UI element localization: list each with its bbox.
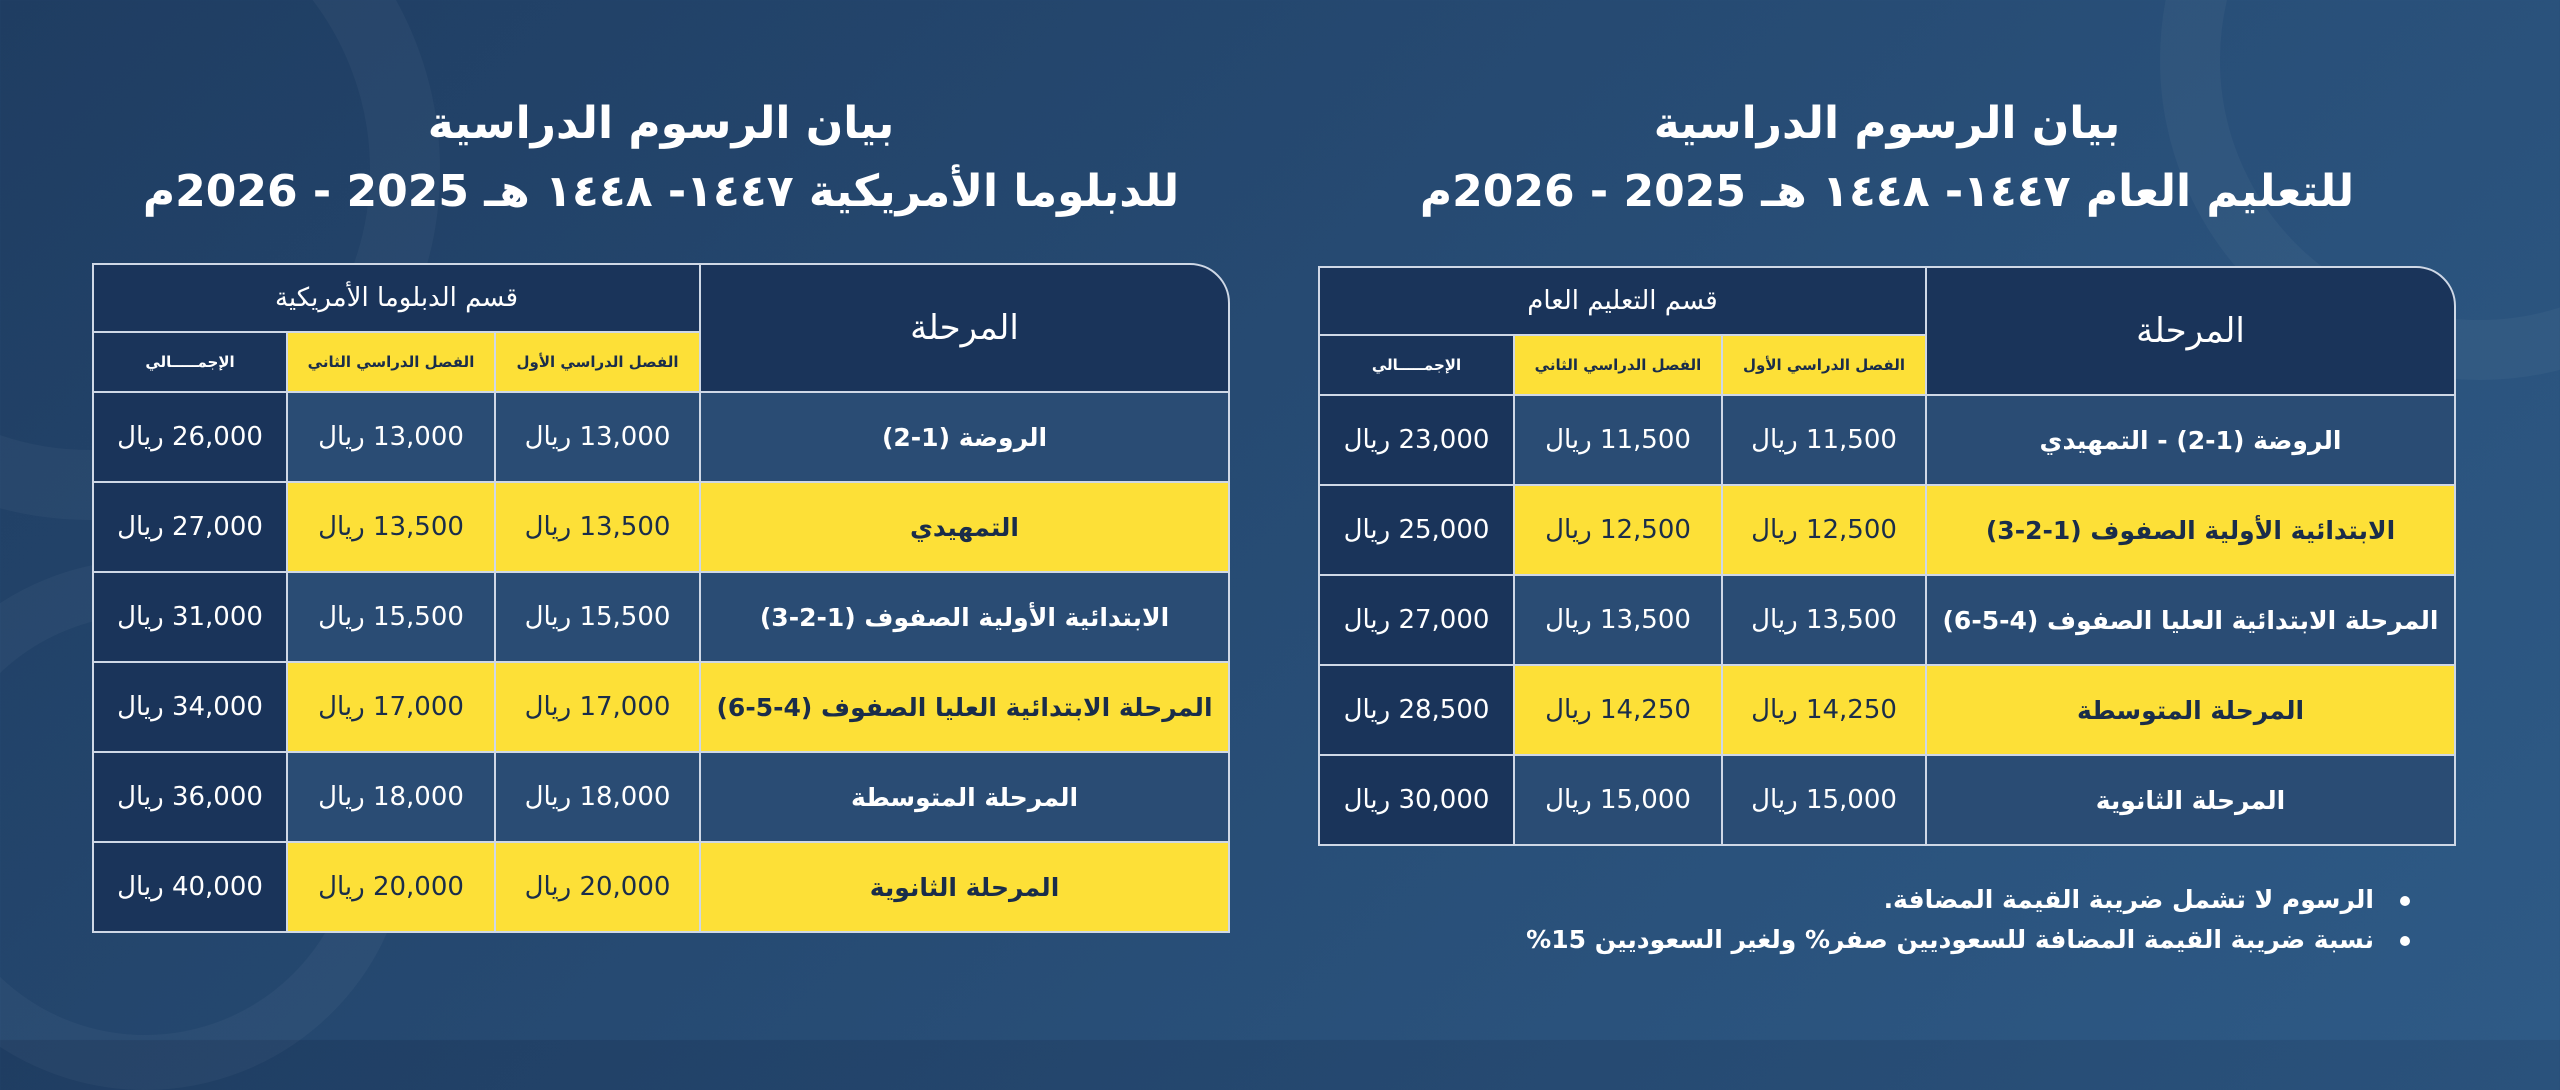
table-row [92,393,1230,483]
american-title-line1: بيان الرسوم الدراسية [427,98,895,149]
table-row [92,483,1230,573]
semester1-fee: 12,500 ريال [1721,486,1925,576]
general-title [1318,90,2456,226]
semester2-fee: 11,500 ريال [1513,396,1721,486]
total-fee: 28,500 ريال [1318,666,1513,756]
general-title-line1: بيان الرسوم الدراسية [1653,98,2121,149]
american-fees-table [92,263,1230,933]
stage-column-header: المرحلة [699,263,1230,393]
semester2-fee: 20,000 ريال [286,843,494,933]
total-fee: 34,000 ريال [92,663,286,753]
semester2-fee: 12,500 ريال [1513,486,1721,576]
semester1-fee: 18,000 ريال [494,753,699,843]
total-header: الإجمـــــالي [1318,336,1513,396]
total-fee: 27,000 ريال [92,483,286,573]
total-fee: 40,000 ريال [92,843,286,933]
semester2-fee: 14,250 ريال [1513,666,1721,756]
stage-cell: المرحلة الابتدائية العليا الصفوف (4-5-6) [699,663,1230,753]
american-title [92,90,1230,226]
total-fee: 26,000 ريال [92,393,286,483]
total-fee: 23,000 ريال [1318,396,1513,486]
american-title-line2: للدبلوما الأمريكية ١٤٤٧- ١٤٤٨ هـ 2025 - 2026م [142,166,1180,217]
stage-cell: الروضة (1-2) [699,393,1230,483]
semester1-header: الفصل الدراسي الأول [494,333,699,393]
table-row [1318,486,2456,576]
semester2-fee: 13,500 ريال [286,483,494,573]
total-fee: 25,000 ريال [1318,486,1513,576]
table-row [1318,666,2456,756]
department-header: قسم التعليم العام [1318,266,1925,336]
stage-cell: المرحلة المتوسطة [1925,666,2456,756]
stage-column-header: المرحلة [1925,266,2456,396]
total-fee: 30,000 ريال [1318,756,1513,846]
stage-cell: المرحلة الابتدائية العليا الصفوف (4-5-6) [1925,576,2456,666]
semester1-header: الفصل الدراسي الأول [1721,336,1925,396]
stage-cell: الروضة (1-2) - التمهيدي [1925,396,2456,486]
stage-cell: المرحلة الثانوية [699,843,1230,933]
semester1-fee: 15,500 ريال [494,573,699,663]
table-row [92,663,1230,753]
semester2-header: الفصل الدراسي الثاني [1513,336,1721,396]
semester2-fee: 15,000 ريال [1513,756,1721,846]
stage-cell: التمهيدي [699,483,1230,573]
semester2-header: الفصل الدراسي الثاني [286,333,494,393]
semester2-fee: 18,000 ريال [286,753,494,843]
table-row [92,843,1230,933]
stage-cell: المرحلة الثانوية [1925,756,2456,846]
semester1-fee: 14,250 ريال [1721,666,1925,756]
semester2-fee: 13,000 ريال [286,393,494,483]
semester2-fee: 17,000 ريال [286,663,494,753]
semester1-fee: 20,000 ريال [494,843,699,933]
total-fee: 31,000 ريال [92,573,286,663]
total-fee: 27,000 ريال [1318,576,1513,666]
stage-cell: الابتدائية الأولية الصفوف (1-2-3) [699,573,1230,663]
table-row [92,753,1230,843]
notes-list [1318,880,2418,960]
semester1-fee: 11,500 ريال [1721,396,1925,486]
table-row [1318,756,2456,846]
department-header: قسم الدبلوما الأمريكية [92,263,699,333]
semester1-fee: 13,500 ريال [1721,576,1925,666]
general-title-line2: للتعليم العام ١٤٤٧- ١٤٤٨ هـ 2025 - 2026م [1419,166,2355,217]
stage-cell: الابتدائية الأولية الصفوف (1-2-3) [1925,486,2456,576]
semester1-fee: 17,000 ريال [494,663,699,753]
semester2-fee: 15,500 ريال [286,573,494,663]
semester1-fee: 15,000 ريال [1721,756,1925,846]
total-header: الإجمـــــالي [92,333,286,393]
table-row [92,573,1230,663]
semester1-fee: 13,000 ريال [494,393,699,483]
total-fee: 36,000 ريال [92,753,286,843]
note-item: نسبة ضريبة القيمة المضافة للسعوديين صفر% ولغير السعوديين 15% [1318,920,2418,960]
semester2-fee: 13,500 ريال [1513,576,1721,666]
general-fees-table [1318,266,2456,846]
note-item: الرسوم لا تشمل ضريبة القيمة المضافة. [1318,880,2418,920]
stage-cell: المرحلة المتوسطة [699,753,1230,843]
table-row [1318,396,2456,486]
semester1-fee: 13,500 ريال [494,483,699,573]
table-row [1318,576,2456,666]
